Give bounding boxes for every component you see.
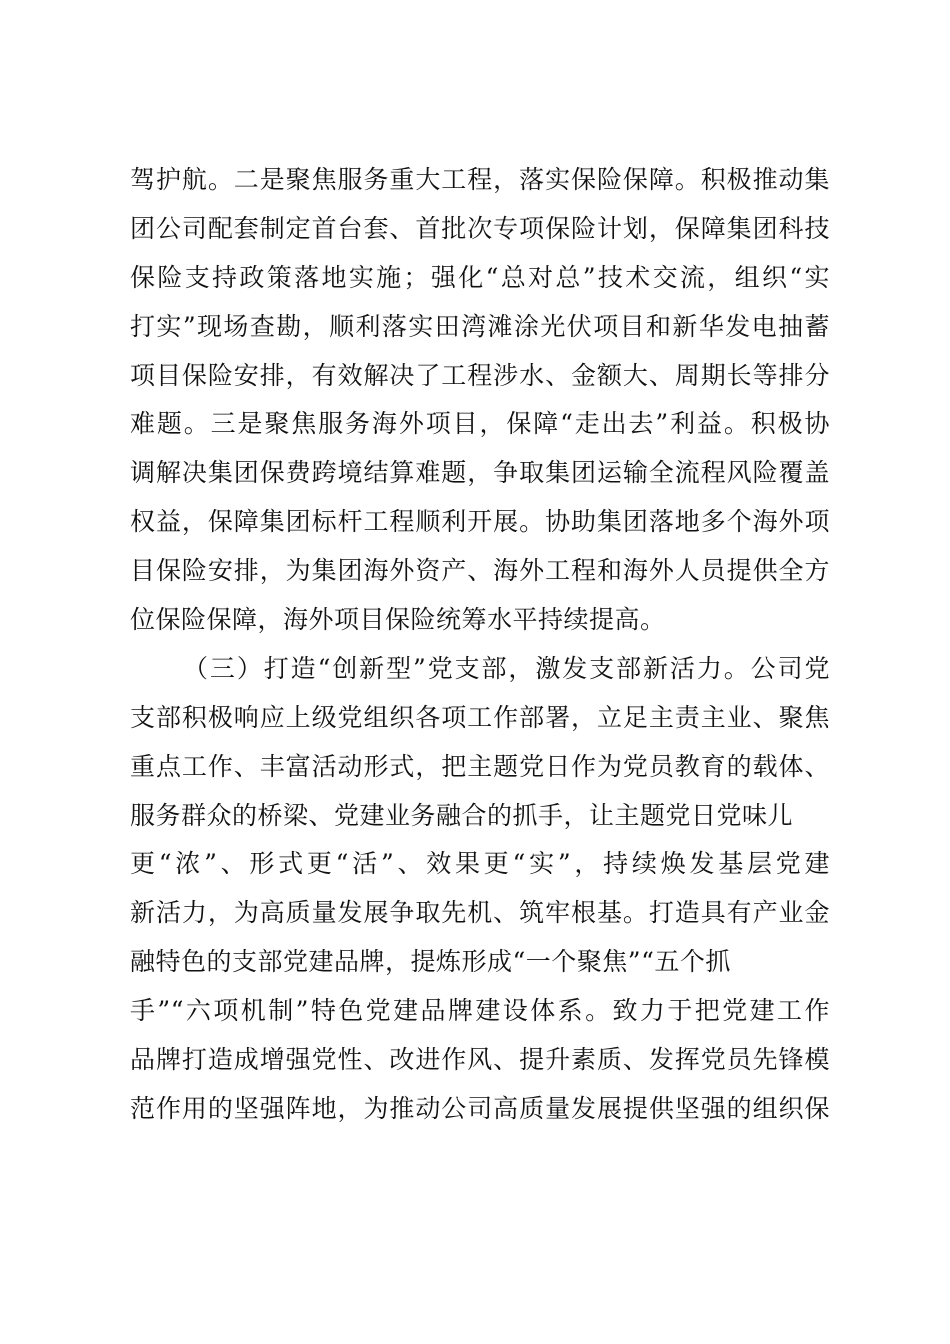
text-line: 服务群众的桥梁、党建业务融合的抓手，让主题党日党味儿 bbox=[130, 800, 794, 830]
text-line: 难题。三是聚焦服务海外项目，保障“走出去”利益。积极协 bbox=[130, 409, 830, 439]
body-text bbox=[130, 156, 830, 1134]
text-line: 权益，保障集团标杆工程顺利开展。协助集团落地多个海外项 bbox=[130, 507, 830, 537]
text-line: 驾护航。二是聚焦服务重大工程，落实保险保障。积极推动集 bbox=[130, 165, 830, 194]
text-line: 支部积极响应上级党组织各项工作部署，立足主责主业、聚焦 bbox=[130, 702, 830, 732]
text-line: 手”“六项机制”特色党建品牌建设体系。致力于把党建工作 bbox=[130, 996, 830, 1026]
text-line: 保险支持政策落地实施；强化“总对总”技术交流，组织“实 bbox=[130, 262, 830, 292]
text-line: 打实”现场查勘，顺利落实田湾滩涂光伏项目和新华发电抽蓄 bbox=[130, 311, 830, 341]
text-line: 融特色的支部党建品牌，提炼形成“一个聚焦”“五个抓 bbox=[130, 947, 731, 977]
text-line: 更“浓”、形式更“活”、效果更“实”，持续焕发基层党建 bbox=[130, 849, 830, 879]
text-line: 调解决集团保费跨境结算难题，争取集团运输全流程风险覆盖 bbox=[130, 458, 830, 488]
text-line: （三）打造“创新型”党支部，激发支部新活力。公司党 bbox=[183, 653, 830, 683]
text-line: 团公司配套制定首台套、首批次专项保险计划，保障集团科技 bbox=[130, 213, 830, 243]
text-line: 目保险安排，为集团海外资产、海外工程和海外人员提供全方 bbox=[130, 556, 830, 586]
text-line: 位保险保障，海外项目保险统筹水平持续提高。 bbox=[130, 605, 666, 635]
text-line: 重点工作、丰富活动形式，把主题党日作为党员教育的载体、 bbox=[130, 751, 830, 781]
text-line: 品牌打造成增强党性、改进作风、提升素质、发挥党员先锋模 bbox=[130, 1045, 830, 1075]
text-line: 范作用的坚强阵地，为推动公司高质量发展提供坚强的组织保 bbox=[130, 1093, 830, 1123]
text-line: 新活力，为高质量发展争取先机、筑牢根基。打造具有产业金 bbox=[130, 898, 830, 928]
text-line: 项目保险安排，有效解决了工程涉水、金额大、周期长等排分 bbox=[130, 360, 830, 390]
paragraph bbox=[130, 156, 830, 645]
paragraph bbox=[130, 645, 830, 1134]
